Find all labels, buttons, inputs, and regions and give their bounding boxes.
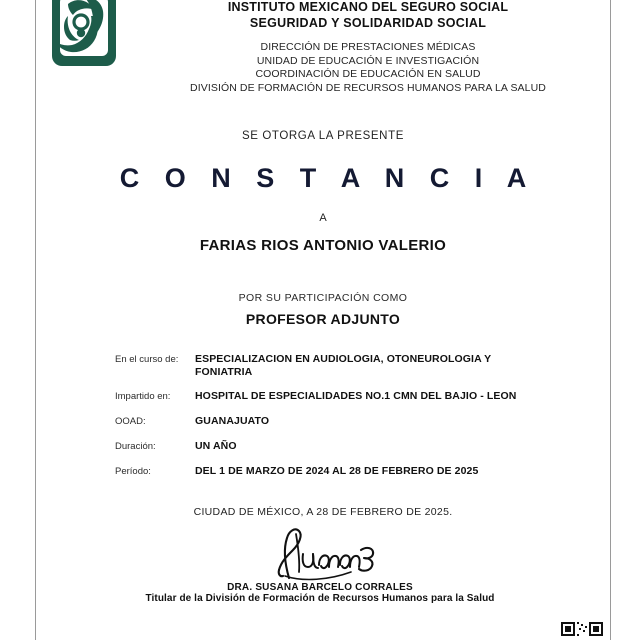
participation-label: POR SU PARTICIPACIÓN COMO [238,292,408,304]
recipient-name: FARIAS RIOS ANTONIO VALERIO [199,237,447,254]
header-subtitle-2: UNIDAD DE EDUCACIÓN E INVESTIGACIÓN [256,54,480,67]
susana-signature [0,524,640,582]
field-value-curso: ESPECIALIZACION EN AUDIOLOGIA, OTONEUROLOGIA Y FONIATRIA [195,353,492,378]
field-value-periodo: DEL 1 DE MARZO DE 2024 AL 28 DE FEBRERO DE 2025 [195,465,479,477]
header-subtitle-3: COORDINACIÓN DE EDUCACIÓN EN SALUD [255,68,481,80]
field-label-duracion: Duración: [115,441,156,452]
to-word: A [319,212,327,224]
field-row-ooad [115,415,545,428]
qr-code [561,622,603,636]
participation-role: PROFESOR ADJUNTO [245,311,401,327]
field-row-impartido [115,390,545,403]
field-row-curso [115,353,545,378]
header-institute: INSTITUTO MEXICANO DEL SEGURO SOCIAL [227,0,509,14]
field-value-impartido: HOSPITAL DE ESPECIALIDADES NO.1 CMN DEL BAJIO - LEON [195,390,517,402]
place-and-date: CIUDAD DE MÉXICO, A 28 DE FEBRERO DE 2025. [193,506,453,518]
awards-text: SE OTORGA LA PRESENTE [242,130,404,142]
field-row-duracion [115,440,545,453]
field-label-periodo: Período: [115,466,151,477]
header-motto: SEGURIDAD Y SOLIDARIDAD SOCIAL [249,16,487,30]
field-label-curso: En el curso de: [115,354,179,365]
signer-name: DRA. SUSANA BARCELO CORRALES [227,582,413,593]
field-label-impartido: Impartido en: [115,391,171,402]
header-subtitle-1: DIRECCIÓN DE PRESTACIONES MÉDICAS [260,41,476,53]
document-header [36,0,610,92]
detail-fields [115,353,545,490]
field-value-ooad: GUANAJUATO [195,415,270,427]
signer-role: Titular de la División de Formación de Recursos Humanos para la Salud [145,593,495,604]
page-title: C O N S T A N C I A [119,163,536,193]
header-text-block [126,0,610,95]
field-row-periodo [115,465,545,478]
header-subtitle-4: DIVISIÓN DE FORMACIÓN DE RECURSOS HUMANOS PARA LA SALUD [190,81,546,94]
signature-block [0,524,640,604]
header-subtitle-block [126,41,610,95]
imss-logo [48,0,120,74]
field-label-ooad: OOAD: [115,416,146,427]
field-value-duracion: UN AÑO [195,440,237,452]
